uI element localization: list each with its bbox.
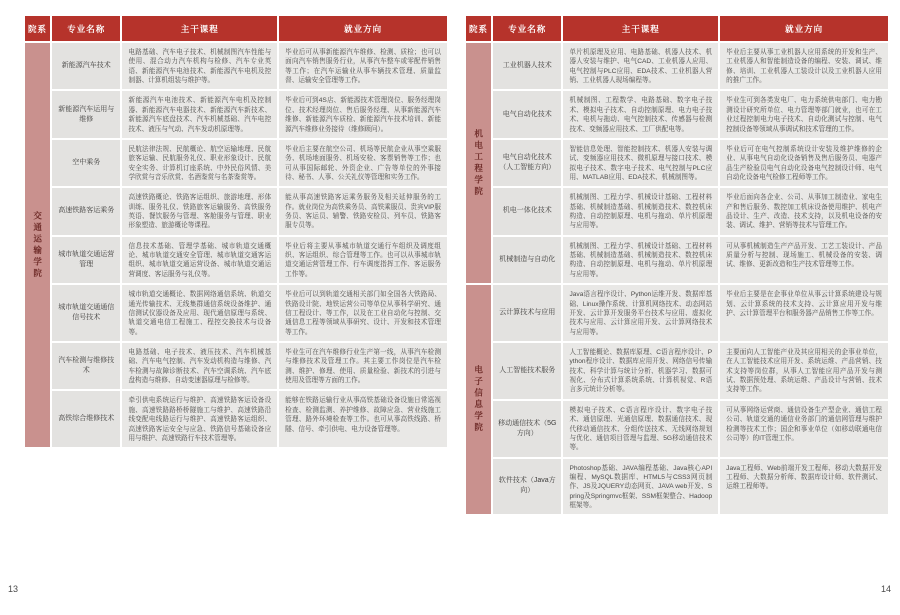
career-cell: 毕业后主要从事工业机器人应用系统的开发和生产、工业机器人和智能制造设备的编程、安装、调试、维修、培训、工业机器人工装设计以及工业机器人应用的推广工作。 <box>720 43 888 89</box>
courses-cell: Java语言程序设计、Python运维开发、数据库基础、Linux操作系统、计算机网络技术、动态网站开发、云计算开发服务平台技术与应用、虚拟化技术与应用、云计算应用开发、云计算网络技术与应用等。 <box>563 285 718 341</box>
major-cell: 空中乘务 <box>52 140 120 186</box>
career-cell: 毕业后主要是在企事业单位从事云计算系统建设与规划、云计算系统的技术支持、云计算应用开发与维护、云计算管理平台和服务器产品销售工作等工作。 <box>720 285 888 341</box>
courses-cell: 城市轨道交通概论、数据网络通信系统、轨道交通光传输技术、无线集群通信系统设备维护、通信测试仪器设备及应用、现代通信原理与系统、轨道交通电信工程施工、程控交换技术与设备等。 <box>122 285 277 341</box>
header-department: 院系 <box>466 16 491 41</box>
major-cell: 电气自动化技术 <box>493 91 561 137</box>
majors-table-page14 <box>464 14 890 516</box>
table-row <box>25 285 447 341</box>
career-cell: 能从事高速铁路客运乘务服务及相关延伸服务的工作。就业岗位为高铁乘务员、高铁乘服员、贵宾VIP服务员、客运员、辅警、铁路安检员、列车员、铁路客服专员等。 <box>279 188 447 234</box>
courses-cell: 人工智能概论、数据库原理、C语言程序设计、Python程序设计、数据库应用开发、网络信号传输技术、科学计算与统计分析、机器学习、数据可视化、分布式计算系统系统、计算机视觉、R语言多元统计分析等。 <box>563 343 718 399</box>
header-main-courses: 主干课程 <box>563 16 718 41</box>
page-number-14: 14 <box>880 584 891 594</box>
career-cell: 主要面向人工智能产业及其应用相关的企事业单位，在人工智能技术应用开发、系统运维、产品营销、技术支持等岗位群，从事人工智能应用产品开发与测试、数据预处理、系统运维、产品设计与营销、技术支持等工作。 <box>720 343 888 399</box>
header-row <box>466 16 888 41</box>
major-cell: 电气自动化技术（人工智能方向） <box>493 140 561 186</box>
table-row <box>25 391 447 447</box>
career-cell: 可从事机械制造生产产品开发、工艺工装设计、产品质量分析与控制、现场施工、机械设备的安装、调试、维修、更新改造和生产技术管理等工作。 <box>720 237 888 283</box>
table-row <box>466 188 888 234</box>
header-row <box>25 16 447 41</box>
table-row <box>25 237 447 283</box>
career-cell: 毕业后面向各企业、公司、从事加工制造业、家电生产和售后服务、数控加工机床设备使用维护、机电产品设计、生产、改造、技术支持，以及机电设备的安装、调试、维护、营销等技术与管理工作。 <box>720 188 888 234</box>
department-group-mechatronics <box>466 43 888 283</box>
table-row <box>466 285 888 341</box>
table-row <box>466 140 888 186</box>
major-cell: 汽车检测与维修技术 <box>52 343 120 389</box>
courses-cell: 机械制图、工程力学、机械设计基础、工程材料基础、机械制造基础、机械制造技术、数控机床构造、自动控制原理、电机与拖动、单片机原理与应用等。 <box>563 188 718 234</box>
table-row <box>466 343 888 399</box>
courses-cell: 单片机原理及应用、电路基础、机器人技术、机器人安装与维护、电气CAD、工业机器人应用、电气控制与PLC应用、EDA技术、工业机器人营销、工业机器人现场编程等。 <box>563 43 718 89</box>
header-career-direction: 就业方向 <box>720 16 888 41</box>
career-cell: 能够在铁路运输行业从事高铁基础设备设施日常巡视检查、检测监测、养护维修、故障应急、营业线施工管理、路外环境检查等工作。也可从事高铁线路、桥隧、信号、牵引供电、电力设备管理等。 <box>279 391 447 447</box>
header-career-direction: 就业方向 <box>279 16 447 41</box>
table-row <box>466 459 888 515</box>
career-cell: 毕业后可以到轨道交通相关部门如全国各大铁路局、铁路设计院、地铁运营公司等单位从事科学研究、通信工程设计、等工作，以及在工业自动化与控制、交通信息工程等领域从事研究、设计、开发和技术管理等工作。 <box>279 285 447 341</box>
major-cell: 机电一体化技术 <box>493 188 561 234</box>
courses-cell: 信息技术基础、管理学基础、城市轨道交通概论、城市轨道交通安全管理、城市轨道交通客运组织、城市轨道交通运营设备、城市轨道交通运营调度、客运服务与礼仪等。 <box>122 237 277 283</box>
department-cell: 交通运输学院 <box>25 43 50 447</box>
career-cell: 毕业生可到各类发电厂、电力系统供电部门、电力勘测设计研究所单位、电力管理等部门就业，也可在工业过程控制电力电子技术、自动化测试与控制、电气控制设备等领域从事调试和技术管理的工作。 <box>720 91 888 137</box>
courses-cell: 机械制图、工程数学、电路基础、数字电子技术、模拟电子技术、自动控制原理、电力电子技术、电机与拖动、电气控制技术、传感器与检测技术、变频器应用技术、工厂供配电等。 <box>563 91 718 137</box>
department-group-transportation <box>25 43 447 447</box>
career-cell: 可从事网络运营商、通信设备生产型企业、通信工程公司、轨道交通的通信业务部门的通信网管理与维护检测等技术工作；国企和事业单位（如移动联通电信公司等）的IT管理工作。 <box>720 401 888 457</box>
courses-cell: 民航法律法规、民航概论、航空运输地理、民航旅客运输、民航服务礼仪、职业形象设计、民航安全实务、计算机订座系统、中外民俗风情、美学欣赏与音乐欣赏、名酒鉴赏与名茶鉴赏等。 <box>122 140 277 186</box>
career-cell: 毕业后可在电气控制系统设计安装及维护维修的企业、从事电气自动化设备销售及售后服务员、电器产品生产检验员电气自动化设备电气控制设计师、电气自动化设备电气检修工程师等工作。 <box>720 140 888 186</box>
courses-cell: 模拟电子技术、C语言程序设计、数字电子技术、通信原理、光通信原理、数据通信技术、现代移动通信技术、分组传送技术、无线网络规划与优化、通信项目管理与监理、5G移动通信技术等。 <box>563 401 718 457</box>
major-cell: 机械制造与自动化 <box>493 237 561 283</box>
career-cell: 毕业后可从事新能源汽车维修、检测、质检；也可以面向汽车销售服务行业，从事汽车整车或零配件销售等工作；在汽车运输业从事车辆技术管理、质量监督、运输安全管理等工作。 <box>279 43 447 89</box>
courses-cell: Photoshop基础、JAVA编程基础、Java核心API编程、MySQL数据库、HTML5与CSS3网页制作、JS及JQUERY动态网页、JAVA web开发、Spring及Springmvc框架、SSM框架整合、Hadoop框架等。 <box>563 459 718 515</box>
courses-cell: 机械制图、工程力学、机械设计基础、工程材料基础、机械制造基础、机械制造技术、数控机床构造、自动控制原理、电机与拖动、单片机原理与应用等。 <box>563 237 718 283</box>
courses-cell: 牵引供电系统运行与维护、高速铁路客运设备设施、高速铁路路桥桥隧施工与维护、高速铁路沿线变配电线路运行与维护、高速铁路客运组织、高速铁路客运安全与应急、铁路信号基础设备应用与维护、高速铁路行车技术管理等。 <box>122 391 277 447</box>
table-row <box>25 91 447 137</box>
page-number-13: 13 <box>8 584 19 594</box>
major-cell: 新能源汽车技术 <box>52 43 120 89</box>
table-header <box>466 16 888 41</box>
courses-cell: 智能信息处理、智能控制技术、机器人安装与调试、变频器应用技术、微机原理与接口技术、模拟电子技术、数字电子技术、电气控制与PLC应用、MATLAB应用、EDA技术、机械制图等。 <box>563 140 718 186</box>
major-cell: 工业机器人技术 <box>493 43 561 89</box>
table-row <box>466 401 888 457</box>
table-row <box>25 140 447 186</box>
header-department: 院系 <box>25 16 50 41</box>
major-cell: 软件技术（Java方向） <box>493 459 561 515</box>
career-cell: 毕业后可到4S店、新能源技术管理岗位、服务经理岗位、技术经理岗位、售后服务经理、从事新能源汽车维修、新能源汽车质检、新能源汽车技术培训、新能源汽车维修业务接待（维修顾问）。 <box>279 91 447 137</box>
page-14 <box>464 14 890 516</box>
page-13 <box>23 14 449 449</box>
major-cell: 高铁综合维修技术 <box>52 391 120 447</box>
majors-table-page13 <box>23 14 449 449</box>
major-cell: 云计算技术与应用 <box>493 285 561 341</box>
header-major-name: 专业名称 <box>493 16 561 41</box>
major-cell: 城市轨道交通通信信号技术 <box>52 285 120 341</box>
career-cell: 毕业后主要在航空公司、机场等民航企业从事空乘服务、机场地面服务、机场安检、客票销售等工作；也可从事国际邮轮、外资企业、广告等单位的外事接待、秘书、人事、公关礼仪等管理和实务工作。 <box>279 140 447 186</box>
major-cell: 城市轨道交通运营管理 <box>52 237 120 283</box>
table-header <box>25 16 447 41</box>
header-main-courses: 主干课程 <box>122 16 277 41</box>
career-cell: 毕业后将主要从事城市轨道交通行车组织及调度组织、客运组织、综合管理等工作。也可以从事城市轨道交通运营管理工作、行车调度指挥工作、客运服务工作等。 <box>279 237 447 283</box>
major-cell: 移动通信技术（5G方向） <box>493 401 561 457</box>
table-row <box>466 43 888 89</box>
major-cell: 新能源汽车运用与维修 <box>52 91 120 137</box>
major-cell: 高速铁路客运乘务 <box>52 188 120 234</box>
table-row <box>25 188 447 234</box>
department-cell: 机电工程学院 <box>466 43 491 283</box>
table-row <box>466 91 888 137</box>
table-row <box>25 43 447 89</box>
career-cell: 毕业生可在汽车维修行业生产第一线，从事汽车检测与维修技术及管理工作。其主要工作岗位是汽车检测、维护、修理、使用、质量检验、新技术的引进与使用及管理等方面的工作。 <box>279 343 447 389</box>
courses-cell: 高速铁路概论、铁路客运组织、旅游地理、形体训练、服务礼仪、铁路旅客运输服务、高铁服务英语、餐饮服务与管理、客舱服务与管理、职业形象塑造、旅游概论等课程。 <box>122 188 277 234</box>
courses-cell: 新能源汽车电池技术、新能源汽车电机及控制器、新能源汽车电器技术、新能源汽车新技术、新能源汽车底盘技术、汽车机械基础、汽车电控技术、液压与气动、汽车发动机原理等。 <box>122 91 277 137</box>
courses-cell: 电路基础、汽车电子技术、机械制图汽车性能与使用、混合动力汽车机构与检修、汽车专业英语、新能源汽车电池技术、新能源汽车电机及控制器、计算机组装与维护等。 <box>122 43 277 89</box>
courses-cell: 电路基础、电子技术、液压技术、汽车机械基础、汽车电气控制、汽车发动机构造与维修、汽车检测与故障诊断技术、汽车空调系统、汽车底盘构造与维修、自动变速器原理与检修等。 <box>122 343 277 389</box>
table-row <box>466 237 888 283</box>
header-major-name: 专业名称 <box>52 16 120 41</box>
department-group-electronics <box>466 285 888 514</box>
career-cell: Java工程师、Web前端开发工程师、移动大数据开发工程师、大数据分析师、数据库设计师、软件测试、运维工程师等。 <box>720 459 888 515</box>
major-cell: 人工智能技术服务 <box>493 343 561 399</box>
department-cell: 电子信息学院 <box>466 285 491 514</box>
table-row <box>25 343 447 389</box>
